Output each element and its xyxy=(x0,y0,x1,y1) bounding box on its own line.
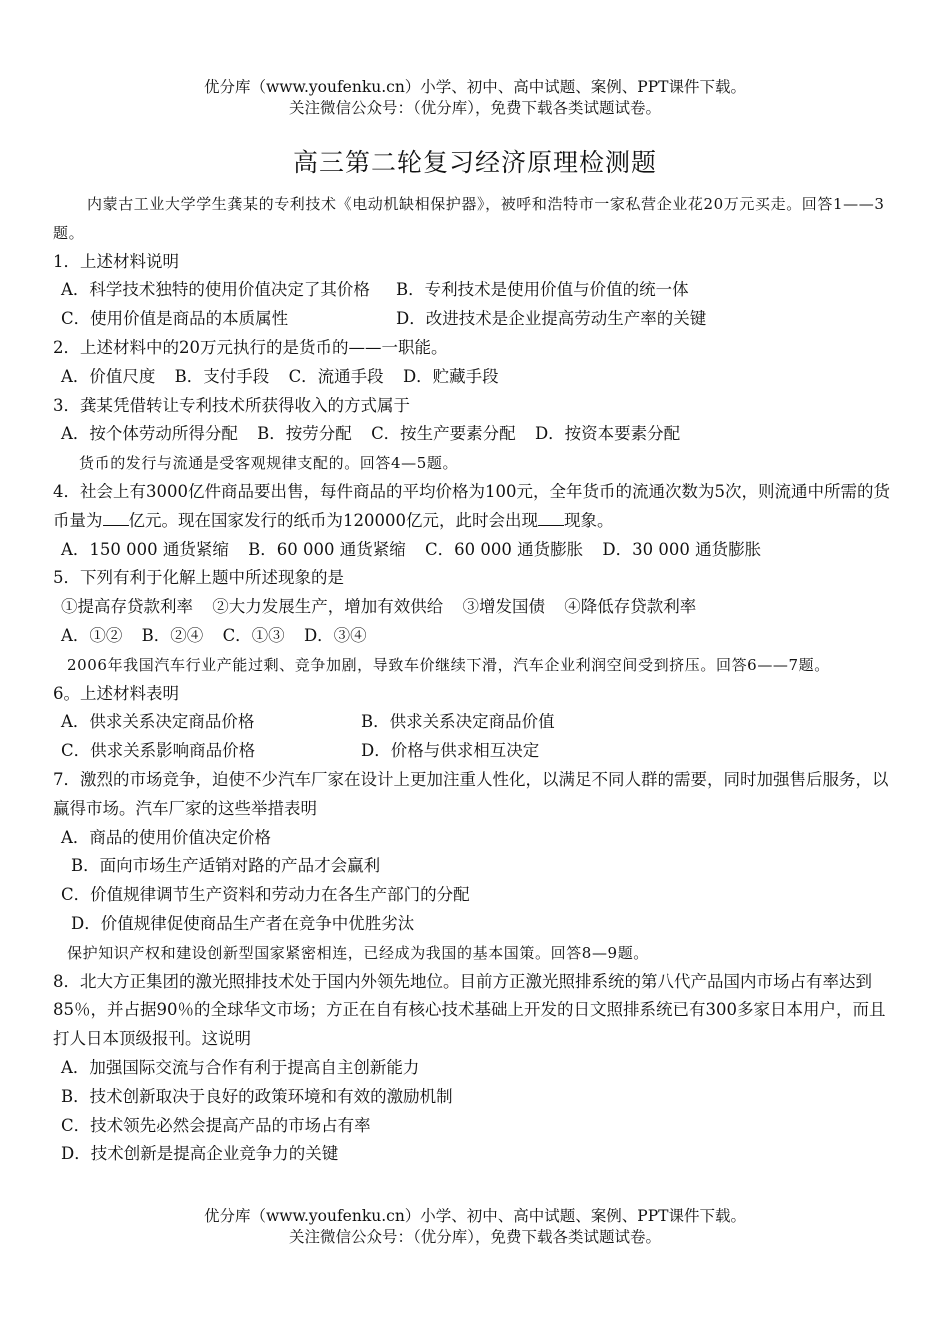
q8-stem: 8．北大方正集团的激光照排技术处于国内外领先地位。目前方正激光照排系统的第八代产品国内市场占有率达到85％，并占据90％的全球华文市场；方正在自有核心技术基础上开发的日文照排系统已有300多家日本用户，而且打人日本顶级报刊。这说明 xyxy=(53,971,886,1049)
q4-blank-2 xyxy=(538,509,564,526)
q3-option-c: C．按生产要素分配 xyxy=(371,424,516,444)
q1-option-d: D．改进技术是企业提高劳动生产率的关键 xyxy=(396,309,707,329)
q2-option-b: B．支付手段 xyxy=(174,366,270,386)
q5-options xyxy=(53,622,901,651)
q2-options xyxy=(53,363,901,392)
q7-option-d: D．价值规律促使商品生产者在竞争中优胜劣汰 xyxy=(71,913,415,933)
q2-option-c: C．流通手段 xyxy=(288,366,384,386)
q2-stem: 2．上述材料中的20万元执行的是货币的——一职能。 xyxy=(53,337,448,357)
q6-option-b: B．供求关系决定商品价值 xyxy=(361,712,555,732)
q7-stem: 7．激烈的市场竞争，迫使不少汽车厂家在设计上更加注重人性化，以满足不同人群的需要，同时加强售后服务，以赢得市场。汽车厂家的这些举措表明 xyxy=(53,769,889,818)
q4-stem-part-3: 现象。 xyxy=(564,510,614,530)
document-body xyxy=(53,190,901,1169)
q3-option-d: D．按资本要素分配 xyxy=(534,424,681,444)
q6-stem: 6。上述材料表明 xyxy=(53,683,179,703)
q4-stem xyxy=(53,478,901,536)
q7-option-a: A．商品的使用价值决定价格 xyxy=(61,827,271,847)
q5-option-a: A．①② xyxy=(61,625,123,645)
q4-option-d: D．30 000 通货膨胀 xyxy=(602,539,762,559)
q8-option-c: C．技术领先必然会提高产品的市场占有率 xyxy=(61,1115,371,1135)
q4-option-b: B．60 000 通货紧缩 xyxy=(248,539,406,559)
q5-option-c: C．①③ xyxy=(222,625,285,645)
q1-options-row-1 xyxy=(53,276,901,305)
q5-option-d: D．③④ xyxy=(303,625,367,645)
q5-item-3: ③增发国债 xyxy=(462,597,545,617)
q5-option-b: B．②④ xyxy=(141,625,204,645)
material-2: 货币的发行与流通是受客观规律支配的。回答4—5题。 xyxy=(79,454,459,473)
q3-option-a: A．按个体劳动所得分配 xyxy=(61,424,238,444)
q8-option-b: B．技术创新取决于良好的政策环境和有效的激励机制 xyxy=(61,1086,453,1106)
material-3: 2006年我国汽车行业产能过剩、竞争加剧，导致车价继续下滑，汽车企业利润空间受到挤压。回答6——7题。 xyxy=(67,655,830,674)
page-header xyxy=(0,77,950,119)
q5-item-1: ①提高存贷款利率 xyxy=(61,597,193,617)
q6-option-a: A．供求关系决定商品价格 xyxy=(61,712,255,732)
q1-option-a: A．科学技术独特的使用价值决定了其价格 xyxy=(61,280,370,300)
q1-options-row-2 xyxy=(53,305,901,334)
q4-option-c: C．60 000 通货膨胀 xyxy=(425,539,584,559)
q4-options xyxy=(53,536,901,565)
q6-options-row-2 xyxy=(53,737,901,766)
header-line-1: 优分库（www.youfenku.cn）小学、初中、高中试题、案例、PPT课件下载。 xyxy=(203,78,747,96)
q3-stem: 3．龚某凭借转让专利技术所获得收入的方式属于 xyxy=(53,395,410,415)
q2-option-d: D．贮藏手段 xyxy=(402,366,499,386)
q2-option-a: A．价值尺度 xyxy=(61,366,156,386)
q8-option-d: D．技术创新是提高企业竞争力的关键 xyxy=(61,1144,339,1164)
q4-stem-part-2: 亿元。现在国家发行的纸币为120000亿元，此时会出现 xyxy=(128,510,538,530)
q5-item-2: ②大力发展生产，增加有效供给 xyxy=(212,597,444,617)
q1-stem: 1．上述材料说明 xyxy=(53,251,179,271)
q5-items xyxy=(53,593,901,622)
footer-line-2: 关注微信公众号：（优分库），免费下载各类试题试卷。 xyxy=(288,1228,661,1246)
q8-option-a: A．加强国际交流与合作有利于提高自主创新能力 xyxy=(61,1057,420,1077)
q5-stem: 5．下列有利于化解上题中所述现象的是 xyxy=(53,568,344,588)
footer-line-1: 优分库（www.youfenku.cn）小学、初中、高中试题、案例、PPT课件下载。 xyxy=(203,1207,747,1225)
q3-options xyxy=(53,420,901,449)
header-line-2: 关注微信公众号：（优分库），免费下载各类试题试卷。 xyxy=(288,99,661,117)
q6-option-d: D．价格与供求相互决定 xyxy=(361,741,540,761)
q4-stem-part-1: 4．社会上有3000亿件商品要出售，每件商品的平均价格为100元，全年货币的流通次数为5次，则流通中所需的货币量为 xyxy=(53,481,890,530)
q3-option-b: B．按劳分配 xyxy=(257,424,352,444)
q5-item-4: ④降低存贷款利率 xyxy=(564,597,697,617)
material-1: 内蒙古工业大学学生龚某的专利技术《电动机缺相保护器》，被呼和浩特市一家私营企业花20万元买走。回答1——3题。 xyxy=(53,195,885,242)
q4-option-a: A．150 000 通货紧缩 xyxy=(61,539,229,559)
q1-option-c: C．使用价值是商品的本质属性 xyxy=(61,309,289,329)
q6-option-c: C．供求关系影响商品价格 xyxy=(61,741,256,761)
q1-option-b: B．专利技术是使用价值与价值的统一体 xyxy=(396,280,689,300)
q7-option-c: C．价值规律调节生产资料和劳动力在各生产部门的分配 xyxy=(61,885,470,905)
q7-option-b: B．面向市场生产适销对路的产品才会赢利 xyxy=(71,856,381,876)
page-footer xyxy=(0,1206,950,1248)
material-4: 保护知识产权和建设创新型国家紧密相连，已经成为我国的基本国策。回答8—9题。 xyxy=(67,943,649,962)
q6-options-row-1 xyxy=(53,708,901,737)
document-title: 高三第二轮复习经济原理检测题 xyxy=(292,148,657,177)
q4-blank-1 xyxy=(103,509,129,526)
